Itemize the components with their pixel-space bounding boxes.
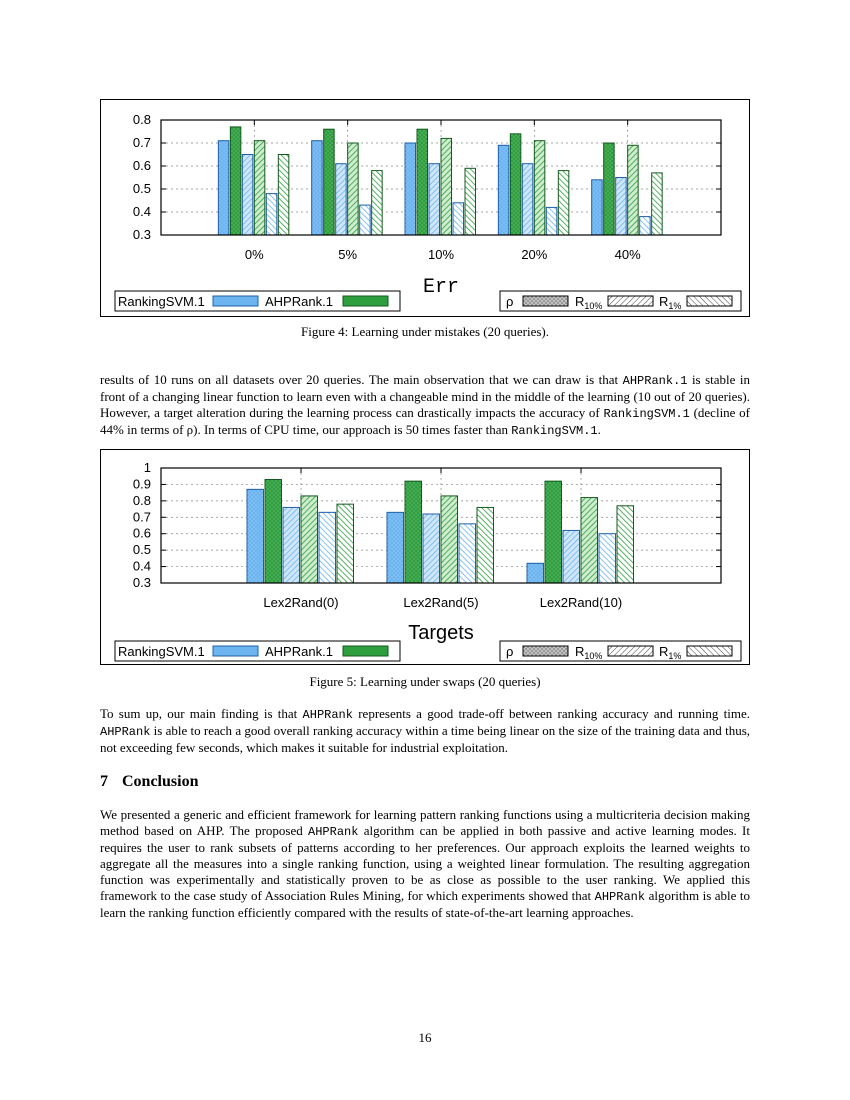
bar [319, 512, 336, 583]
bar [417, 129, 428, 235]
y-tick-label: 0.7 [132, 509, 151, 525]
text-segment: is stable in front of a changing linear function to learn even with a changeable mind in the middle of the learning (10 out of 20 queries). However, a target alteration during the learning process can drastically impacts the accuracy of [100, 372, 750, 420]
legend-label: AHPRank.1 [265, 644, 333, 659]
bar [247, 489, 264, 583]
legend-measure-sub: 1% [668, 651, 682, 661]
x-tick-label: Lex2Rand(0) [263, 595, 339, 610]
y-tick-label: 0.3 [132, 227, 151, 242]
figure-4-chart [101, 100, 751, 318]
text-segment: To sum up, our main finding is that [100, 706, 303, 721]
y-tick-label: 0.5 [132, 181, 151, 196]
text-segment: . [597, 422, 601, 437]
y-tick-label: 0.9 [132, 476, 151, 492]
conclusion-paragraph [100, 807, 750, 921]
bar [510, 134, 521, 235]
legend-swatch-ahp [343, 296, 388, 306]
bar [558, 171, 569, 235]
section-number: 7 [100, 773, 108, 790]
legend-measure-base: ρ [506, 294, 514, 309]
legend-measure-label [506, 294, 513, 309]
bar [628, 145, 639, 235]
bar [337, 504, 354, 583]
legend-measure-base: R [659, 644, 669, 659]
legend-swatch-measure [608, 646, 653, 656]
y-tick-label: 0.8 [132, 492, 151, 508]
bar [301, 496, 318, 583]
bar [387, 512, 404, 583]
bar [242, 155, 253, 236]
text-segment: We presented a generic and efficient framework for learning pattern ranking functions using a multicriteria decision making method based on AHP. The proposed [100, 807, 750, 838]
text-segment: represents a good trade-off between ranking accuracy and running time. [352, 706, 750, 721]
figure-4-caption: Figure 4: Learning under mistakes (20 queries). [300, 324, 549, 339]
bar [265, 480, 282, 584]
x-tick-label: 0% [244, 247, 264, 262]
y-tick-label: 0.4 [132, 558, 151, 574]
x-tick-label: 5% [338, 247, 358, 262]
x-tick-label: 40% [614, 247, 641, 262]
bar [563, 530, 580, 583]
bar [599, 534, 616, 583]
bar [423, 514, 440, 583]
section-heading [100, 773, 198, 791]
bar [441, 496, 458, 583]
bar [581, 498, 598, 583]
y-tick-label: 0.6 [132, 525, 151, 541]
legend-measure-base: R [575, 294, 585, 309]
legend-swatch-measure [608, 296, 653, 306]
bar [360, 205, 371, 235]
legend-label: RankingSVM.1 [118, 294, 205, 309]
text-segment: algorithm can be applied in both passive and active learning modes. It requires the user to rank subsets of patterns according to her preferences. Our approach exploits the learned weights to aggregate all the measures into a single ranking function, using a weighted linear formulation. The resulting aggregation function was experimentally and statistically proven to be as close as possible to the user ranking. We applied this framework to the case study of Association Rules Mining, for which experiments showed that [100, 823, 750, 903]
code-term: AHPRank [302, 708, 353, 722]
bar [477, 507, 494, 583]
legend-measure-label [506, 644, 513, 659]
x-tick-label: 20% [521, 247, 548, 262]
legend-swatch-ahp [343, 646, 388, 656]
bar [266, 194, 277, 235]
bar [218, 141, 229, 235]
y-tick-label: 0.8 [132, 112, 151, 127]
legend-measure-sub: 10% [584, 301, 603, 311]
legend-measure-base: ρ [506, 644, 514, 659]
bar [465, 168, 476, 235]
figure-5-caption: Figure 5: Learning under swaps (20 queries) [309, 674, 541, 689]
bar [254, 141, 264, 235]
bar [453, 203, 464, 235]
figure-4 [100, 99, 750, 317]
results-paragraph [100, 372, 750, 439]
code-term: AHPRank.1 [622, 374, 688, 388]
bar [640, 217, 651, 235]
bar [312, 141, 323, 235]
legend-swatch-measure [687, 296, 732, 306]
legend-label: RankingSVM.1 [118, 644, 205, 659]
x-axis-label: Err [422, 276, 460, 299]
page-number: 16 [418, 1030, 432, 1045]
summary-paragraph [100, 706, 750, 756]
y-tick-label: 0.4 [132, 204, 151, 219]
legend-measure-base: R [659, 294, 669, 309]
y-tick-label: 1 [143, 460, 151, 475]
code-term: RankingSVM.1 [603, 407, 690, 421]
bar [230, 127, 241, 235]
y-tick-label: 0.5 [132, 542, 151, 558]
bar [459, 524, 476, 583]
bar [429, 164, 440, 235]
y-tick-label: 0.7 [132, 135, 151, 150]
bar [324, 129, 335, 235]
figure-5-chart [101, 450, 751, 666]
legend-swatch-svm [213, 296, 258, 306]
bar [522, 164, 533, 235]
code-term: RankingSVM.1 [511, 424, 598, 438]
code-term: AHPRank [594, 890, 646, 904]
bar [336, 164, 347, 235]
y-tick-label: 0.3 [132, 575, 151, 590]
code-term: AHPRank [308, 825, 359, 839]
bar [405, 481, 422, 583]
legend-measure-sub: 1% [668, 301, 682, 311]
bar [278, 155, 289, 236]
x-tick-label: 10% [427, 247, 455, 262]
bar [652, 173, 663, 235]
bar [616, 178, 627, 236]
text-segment: algorithm is able to learn the ranking function efficiently compared with the results of state-of-the-art learning approaches. [100, 888, 750, 920]
legend-swatch-svm [213, 646, 258, 656]
x-tick-label: Lex2Rand(10) [539, 595, 623, 610]
code-term: AHPRank [100, 725, 151, 739]
legend-swatch-measure [687, 646, 732, 656]
legend-measure-base: R [575, 644, 585, 659]
legend-swatch-measure [523, 296, 568, 306]
figure-5 [100, 449, 750, 665]
bar [617, 506, 634, 583]
legend-measure-sub: 10% [584, 651, 603, 661]
legend-label: AHPRank.1 [265, 294, 333, 309]
section-title: Conclusion [122, 773, 199, 790]
y-tick-label: 0.6 [132, 158, 151, 173]
bar [527, 563, 544, 583]
text-segment: (decline of 44% in terms of ρ). In terms of CPU time, our approach is 50 times faster than [100, 405, 750, 437]
x-axis-label: Targets [408, 622, 474, 644]
x-tick-label: Lex2Rand(5) [403, 595, 479, 610]
bar [405, 143, 416, 235]
bar [534, 141, 545, 235]
text-segment: results of 10 runs on all datasets over 20 queries. The main observation that we can draw is that [100, 372, 623, 387]
bar [441, 138, 452, 235]
bar [604, 143, 615, 235]
bar [348, 143, 359, 235]
bar [545, 481, 562, 583]
bar [546, 207, 557, 235]
bar [372, 171, 383, 235]
bar [592, 180, 603, 235]
bar [498, 145, 509, 235]
text-segment: is able to reach a good overall ranking accuracy within a time being linear on the size of the training data and thus, not exceeding few seconds, which makes it suitable for industrial exploitation. [100, 723, 750, 755]
legend-swatch-measure [523, 646, 568, 656]
bar [283, 507, 300, 583]
